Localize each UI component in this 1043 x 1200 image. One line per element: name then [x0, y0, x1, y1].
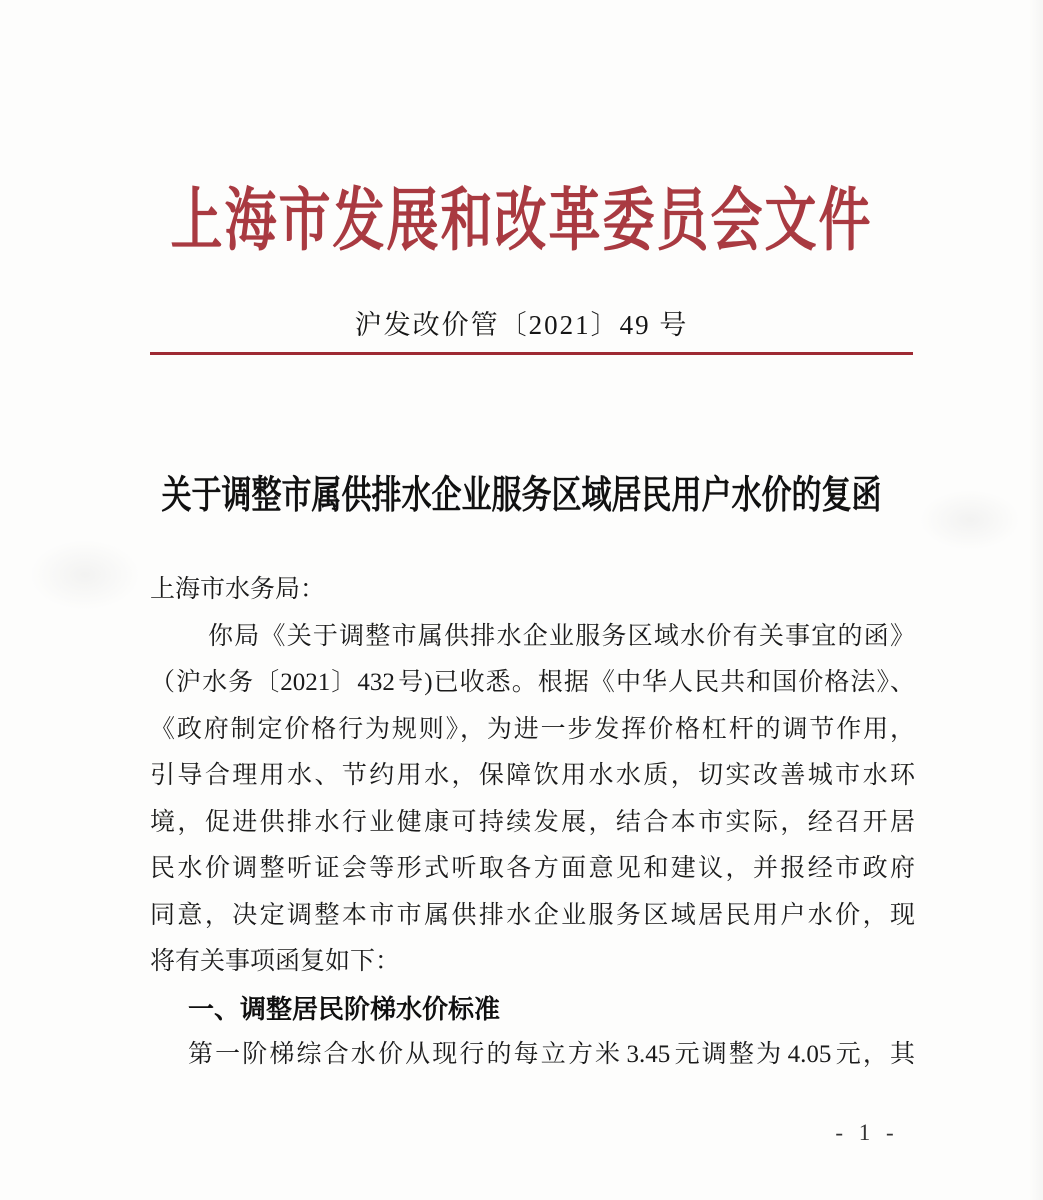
body-line: 第一阶梯综合水价从现行的每立方米 3.45 元调整为 4.05 元，其 [188, 1041, 915, 1068]
letter-body [150, 567, 915, 1079]
body-line: （沪水务〔2021〕432 号)已收悉。根据《中华人民共和国价格法》、 [150, 669, 915, 696]
page-number: - 1 - [835, 1120, 899, 1145]
doc-number: 沪发改价管〔2021〕49 号 [354, 310, 689, 340]
body-line: 境，促进供排水行业健康可持续发展，结合本市实际，经召开居 [150, 808, 915, 836]
section-heading: 一、调整居民阶梯水价标准 [188, 993, 501, 1024]
body-line: 引导合理用水、节约用水，保障饮用水水质，切实改善城市水环 [150, 762, 915, 789]
org-title: 上海市发展和改革委员会文件 [170, 184, 873, 261]
body-line: 将有关事项函复如下： [150, 948, 401, 975]
scan-smudge [30, 540, 140, 610]
body-line: 《政府制定价格行为规则》，为进一步发挥价格杠杆的调节作用， [150, 715, 915, 743]
body-line: 你局《关于调整市属供排水企业服务区域水价有关事宜的函》 [208, 622, 915, 650]
body-line: 同意，决定调整本市市属供排水企业服务区域居民用户水价，现 [150, 901, 915, 929]
letter-title: 关于调整市属供排水企业服务区域居民用户水价的复函 [161, 474, 882, 517]
red-header-rule [150, 352, 913, 355]
salutation: 上海市水务局： [150, 576, 326, 603]
body-line: 民水价调整听证会等形式听取各方面意见和建议，并报经市政府 [150, 855, 915, 882]
